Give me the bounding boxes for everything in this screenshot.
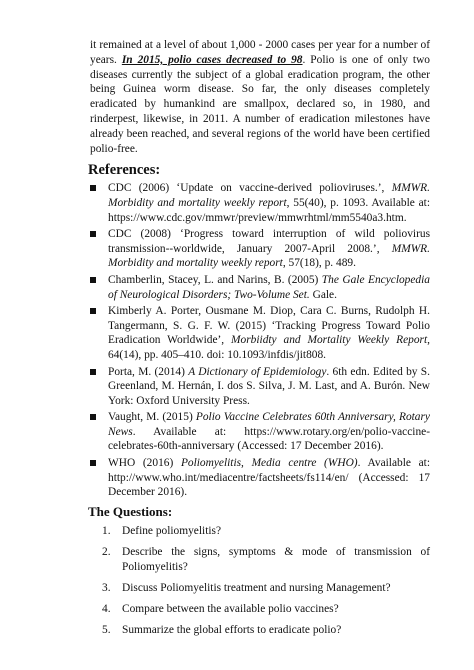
- intro-lead: it remained at a level of about 1,000 - 2000 cases per year for a number of years.: [90, 39, 430, 66]
- document-page: [90, 38, 430, 644]
- square-bullet-icon: [90, 414, 96, 420]
- question-text: Summarize the global efforts to eradicate polio?: [122, 623, 342, 636]
- reference-item: Chamberlin, Stacey, L. and Narins, B. (2005) The Gale Encyclopedia of Neurological Disorders; Two-Volume Set. Gale.: [90, 273, 430, 302]
- question-text: Describe the signs, symptoms & mode of transmission of Poliomyelitis?: [122, 545, 430, 573]
- references-heading: References:: [88, 162, 161, 179]
- reference-item: Kimberly A. Porter, Ousmane M. Diop, Cara C. Burns, Rudolph H. Tangermann, S. G. F. W. (2015) ‘Tracking Progress Toward Polio Eradication Worldwide’, Morbiidty and Mortality Weekly Report, 64(14), pp. 405–410. doi: 10.1093/infdis/jit808.: [90, 304, 430, 362]
- reference-item: Porta, M. (2014) A Dictionary of Epidemiology. 6th edn. Edited by S. Greenland, M. Hernán, I. dos S. Silva, J. M. Last, and A. Burón. New York: Oxford University Press.: [90, 365, 430, 409]
- question-number: 2.: [102, 545, 111, 558]
- questions-heading: The Questions:: [88, 503, 173, 519]
- reference-item: CDC (2006) ‘Update on vaccine-derived polioviruses.’, MMWR. Morbidity and mortality weekly report, 55(40), p. 1093. Available at: https://www.cdc.gov/mmwr/preview/mmwrhtml/mm5540a3.htm.: [90, 181, 430, 225]
- reference-item: Vaught, M. (2015) Polio Vaccine Celebrates 60th Anniversary, Rotary News. Available at: https://www.rotary.org/en/polio-vaccine-celebrates-60th-anniversary (Accessed: 17 December 2016).: [90, 410, 430, 454]
- intro-rest: . Polio is one of only two diseases currently the subject of a global eradication program, the other being Guinea worm disease. So far, the only diseases completely eradicated by humankind are smallpox, declared so, in 1980, and rinderpest, likewise, in 2011. A number of eradication milestones have already been reached, and several regions of the world have been certified polio-free.: [90, 53, 431, 155]
- question-item: [90, 602, 430, 617]
- square-bullet-icon: [90, 185, 96, 191]
- intro-paragraph: [90, 38, 430, 156]
- question-text: Compare between the available polio vaccines?: [122, 602, 339, 615]
- square-bullet-icon: [90, 277, 96, 283]
- question-number: 3.: [102, 581, 111, 594]
- question-number: 5.: [102, 623, 111, 636]
- reference-item: CDC (2008) ‘Progress toward interruption of wild poliovirus transmission--worldwide, January 2007-April 2008.’, MMWR. Morbidity and mortality weekly report, 57(18), p. 489.: [90, 227, 430, 271]
- question-item: [90, 623, 430, 638]
- reference-item: WHO (2016) Poliomyelitis, Media centre (WHO). Available at: http://www.who.int/mediacentre/factsheets/fs114/en/ (Accessed: 17 December 2016).: [90, 456, 430, 500]
- question-number: 1.: [102, 524, 111, 537]
- question-number: 4.: [102, 602, 111, 615]
- intro-highlight: In 2015, polio cases decreased to 98: [121, 53, 303, 66]
- question-text: Discuss Poliomyelitis treatment and nursing Management?: [122, 581, 391, 594]
- square-bullet-icon: [90, 308, 96, 314]
- questions-list: [90, 524, 430, 638]
- question-item: [90, 581, 430, 596]
- question-text: Define poliomyelitis?: [122, 524, 222, 537]
- question-item: [90, 545, 430, 575]
- square-bullet-icon: [90, 231, 96, 237]
- square-bullet-icon: [90, 369, 96, 375]
- square-bullet-icon: [90, 460, 96, 466]
- question-item: [90, 524, 430, 539]
- references-list: [90, 181, 430, 499]
